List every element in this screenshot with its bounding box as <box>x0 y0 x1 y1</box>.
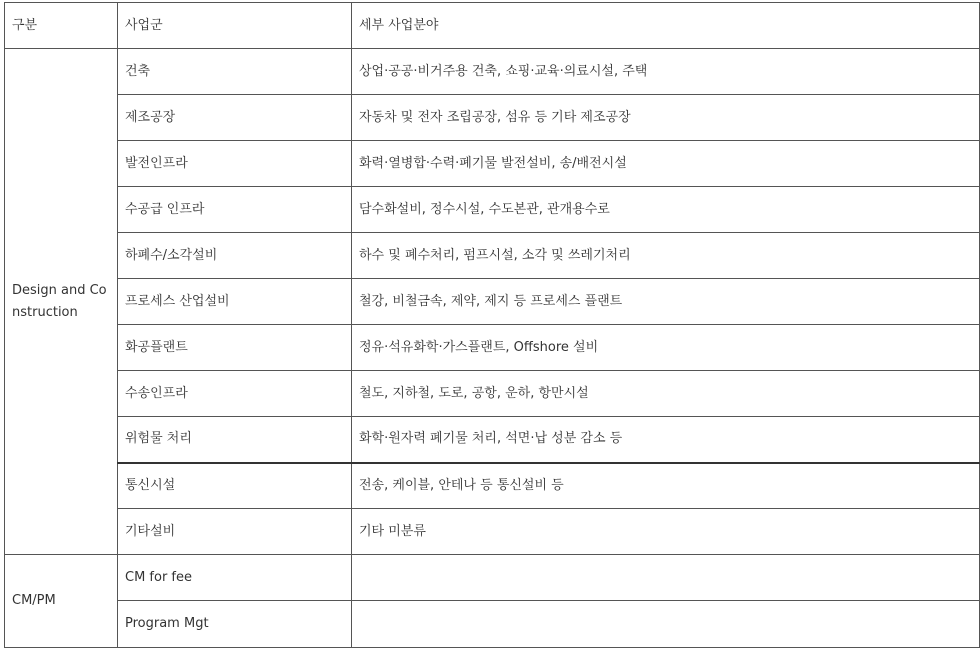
header-category: 구분 <box>5 3 118 49</box>
table-row <box>5 141 980 187</box>
sector-cell: 제조공장 <box>118 95 352 141</box>
sector-cell: 발전인프라 <box>118 141 352 187</box>
table-row <box>5 233 980 279</box>
table-row <box>5 417 980 463</box>
sector-cell: 프로세스 산업설비 <box>118 279 352 325</box>
sector-cell: 통신시설 <box>118 463 352 509</box>
detail-cell <box>352 601 980 648</box>
sector-cell: 화공플랜트 <box>118 325 352 371</box>
group-label-design-construction: Design and Construction <box>5 49 118 555</box>
detail-cell: 하수 및 폐수처리, 펌프시설, 소각 및 쓰레기처리 <box>352 233 980 279</box>
detail-cell: 정유·석유화학·가스플랜트, Offshore 설비 <box>352 325 980 371</box>
detail-cell: 자동차 및 전자 조립공장, 섬유 등 기타 제조공장 <box>352 95 980 141</box>
header-business-group: 사업군 <box>118 3 352 49</box>
group-label-cm-pm: CM/PM <box>5 555 118 648</box>
sector-cell: 기타설비 <box>118 509 352 555</box>
sector-cell: 위험물 처리 <box>118 417 352 463</box>
table-row <box>5 187 980 233</box>
sector-cell: 하폐수/소각설비 <box>118 233 352 279</box>
detail-cell: 화학·원자력 폐기물 처리, 석면·납 성분 감소 등 <box>352 417 980 463</box>
table-row <box>5 279 980 325</box>
header-detail-field: 세부 사업분야 <box>352 3 980 49</box>
detail-cell: 철강, 비철금속, 제약, 제지 등 프로세스 플랜트 <box>352 279 980 325</box>
detail-cell: 화력·열병합·수력·폐기물 발전설비, 송/배전시설 <box>352 141 980 187</box>
detail-cell: 기타 미분류 <box>352 509 980 555</box>
table-row <box>5 601 980 648</box>
table-row <box>5 371 980 417</box>
table-row <box>5 49 980 95</box>
business-sector-table <box>4 2 980 648</box>
table-row <box>5 325 980 371</box>
sector-cell: CM for fee <box>118 555 352 601</box>
sector-cell: 수공급 인프라 <box>118 187 352 233</box>
detail-cell: 전송, 케이블, 안테나 등 통신설비 등 <box>352 463 980 509</box>
sector-cell: 수송인프라 <box>118 371 352 417</box>
table-row <box>5 95 980 141</box>
detail-cell <box>352 555 980 601</box>
table-row <box>5 463 980 509</box>
detail-cell: 철도, 지하철, 도로, 공항, 운하, 항만시설 <box>352 371 980 417</box>
sector-cell: 건축 <box>118 49 352 95</box>
table-header-row <box>5 3 980 49</box>
table-row <box>5 509 980 555</box>
detail-cell: 상업·공공·비거주용 건축, 쇼핑·교육·의료시설, 주택 <box>352 49 980 95</box>
detail-cell: 담수화설비, 정수시설, 수도본관, 관개용수로 <box>352 187 980 233</box>
sector-cell: Program Mgt <box>118 601 352 648</box>
table-row <box>5 555 980 601</box>
